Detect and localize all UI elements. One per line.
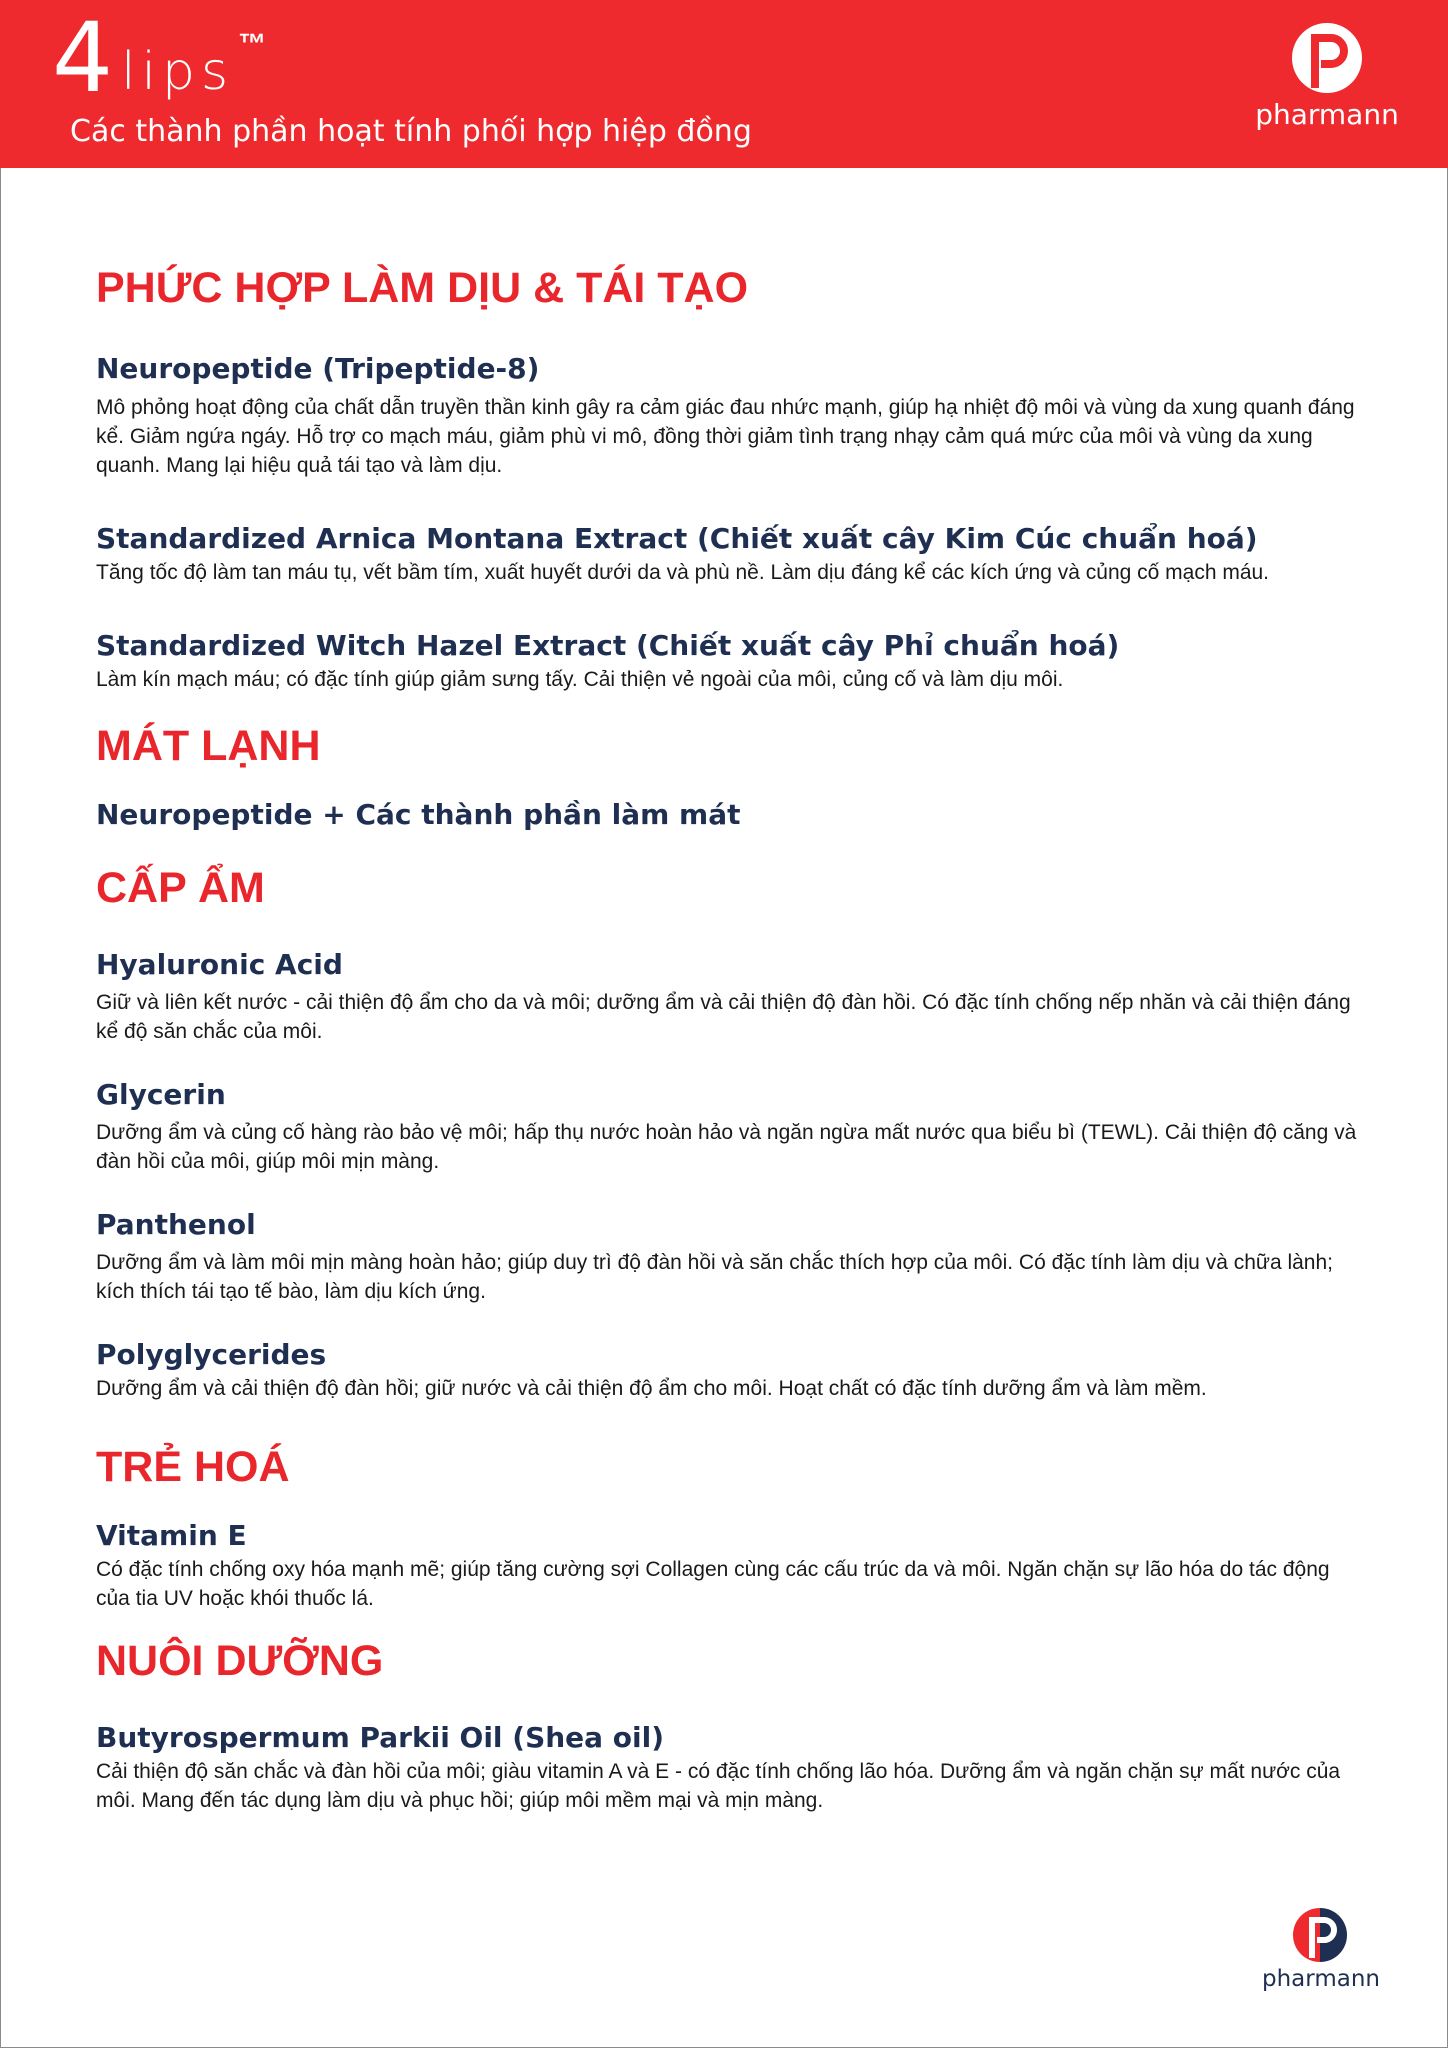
- section-soothing: [96, 258, 1366, 694]
- pharmann-p-icon: [1290, 22, 1364, 94]
- ingredient-description: Dưỡng ẩm và làm môi mịn màng hoàn hảo; giúp duy trì độ đàn hồi và săn chắc thích hợp của môi. Có đặc tính làm dịu và chữa lành; kích thích tái tạo tế bào, làm dịu kích ứng.: [96, 1251, 1333, 1303]
- section-hydrating: [96, 858, 1366, 1403]
- ingredient-name: Hyaluronic Acid: [96, 948, 343, 981]
- ingredient-description: Tăng tốc độ làm tan máu tụ, vết bầm tím, xuất huyết dưới da và phù nề. Làm dịu đáng kể các kích ứng và củng cố mạch máu.: [96, 561, 1270, 584]
- ingredient-name: Standardized Arnica Montana Extract (Chiết xuất cây Kim Cúc chuẩn hoá): [96, 522, 1258, 555]
- section-title: CẤP ẨM: [96, 864, 265, 912]
- section-title: PHỨC HỢP LÀM DỊU & TÁI TẠO: [96, 264, 749, 312]
- ingredient-name: Butyrospermum Parkii Oil (Shea oil): [96, 1721, 665, 1754]
- section-title: MÁT LẠNH: [96, 722, 321, 770]
- ingredient-description: Mô phỏng hoạt động của chất dẫn truyền thần kinh gây ra cảm giác đau nhức mạnh, giúp hạ nhiệt độ môi và vùng da xung quanh đáng kể. Giảm ngứa ngáy. Hỗ trợ co mạch máu, giảm phù vi mô, đồng thời giảm tình trạng nhạy cảm quá mức của môi và vùng da xung quanh. Mang lại hiệu quả tái tạo và làm dịu.: [96, 396, 1355, 477]
- ingredient-name: Neuropeptide + Các thành phần làm mát: [96, 798, 741, 831]
- pharmann-logo-text: pharmann: [1255, 98, 1399, 131]
- ingredient-name: Panthenol: [96, 1208, 256, 1241]
- ingredient-item: [96, 627, 1366, 694]
- section-title: NUÔI DƯỠNG: [96, 1637, 384, 1685]
- ingredient-name: Vitamin E: [96, 1519, 247, 1552]
- header-subtitle: Các thành phần hoạt tính phối hợp hiệp đồng: [70, 114, 752, 149]
- section-title: TRẺ HOÁ: [96, 1443, 290, 1491]
- pharmann-logo: [1252, 22, 1402, 131]
- ingredient-description: Giữ và liên kết nước - cải thiện độ ẩm cho da và môi; dưỡng ẩm và cải thiện độ đàn hồi. Có đặc tính chống nếp nhăn và cải thiện đáng kể độ săn chắc của môi.: [96, 991, 1351, 1043]
- pharmann-p-icon: [1291, 1906, 1351, 1964]
- brand-logo: [52, 2, 267, 114]
- ingredient-description: Làm kín mạch máu; có đặc tính giúp giảm sưng tấy. Cải thiện vẻ ngoài của môi, củng cố và làm dịu môi.: [96, 668, 1064, 691]
- pharmann-logo-text: pharmann: [1262, 1966, 1380, 1992]
- ingredient-name: Standardized Witch Hazel Extract (Chiết xuất cây Phỉ chuẩn hoá): [96, 629, 1120, 662]
- section-cooling: [96, 716, 1366, 834]
- section-rejuvenating: [96, 1437, 1366, 1613]
- ingredients-content: [96, 258, 1366, 1815]
- ingredient-name: Polyglycerides: [96, 1338, 327, 1371]
- brand-word: lips: [121, 42, 235, 102]
- ingredient-item: [96, 1076, 1366, 1176]
- ingredient-description: Dưỡng ẩm và củng cố hàng rào bảo vệ môi; hấp thụ nước hoàn hảo và ngăn ngừa mất nước qua biểu bì (TEWL). Cải thiện độ căng và đàn hồi của môi, giúp môi mịn màng.: [96, 1121, 1357, 1173]
- ingredient-description: Có đặc tính chống oxy hóa mạnh mẽ; giúp tăng cường sợi Collagen cùng các cấu trúc da và môi. Ngăn chặn sự lão hóa do tác động của tia UV hoặc khói thuốc lá.: [96, 1558, 1330, 1610]
- ingredient-item: [96, 1517, 1366, 1613]
- brand-number: 4: [52, 2, 114, 114]
- trademark-symbol: ™: [238, 28, 267, 59]
- ingredient-item: [96, 520, 1366, 587]
- ingredient-name: Neuropeptide (Tripeptide-8): [96, 352, 540, 385]
- ingredient-item: [96, 350, 1366, 480]
- ingredient-name: Glycerin: [96, 1078, 226, 1111]
- ingredient-item: [96, 1719, 1366, 1815]
- header-banner: [0, 0, 1448, 168]
- section-nourishing: [96, 1631, 1366, 1815]
- ingredient-description: Dưỡng ẩm và cải thiện độ đàn hồi; giữ nước và cải thiện độ ẩm cho môi. Hoạt chất có đặc tính dưỡng ẩm và làm mềm.: [96, 1377, 1207, 1400]
- ingredient-description: Cải thiện độ săn chắc và đàn hồi của môi; giàu vitamin A và E - có đặc tính chống lão hóa. Dưỡng ẩm và ngăn chặn sự mất nước của môi. Mang đến tác dụng làm dịu và phục hồi; giúp môi mềm mại và mịn màng.: [96, 1760, 1341, 1812]
- ingredient-item: [96, 1336, 1366, 1403]
- ingredient-item: [96, 796, 1366, 834]
- ingredient-item: [96, 946, 1366, 1046]
- pharmann-footer-logo: [1256, 1906, 1386, 1992]
- ingredient-item: [96, 1206, 1366, 1306]
